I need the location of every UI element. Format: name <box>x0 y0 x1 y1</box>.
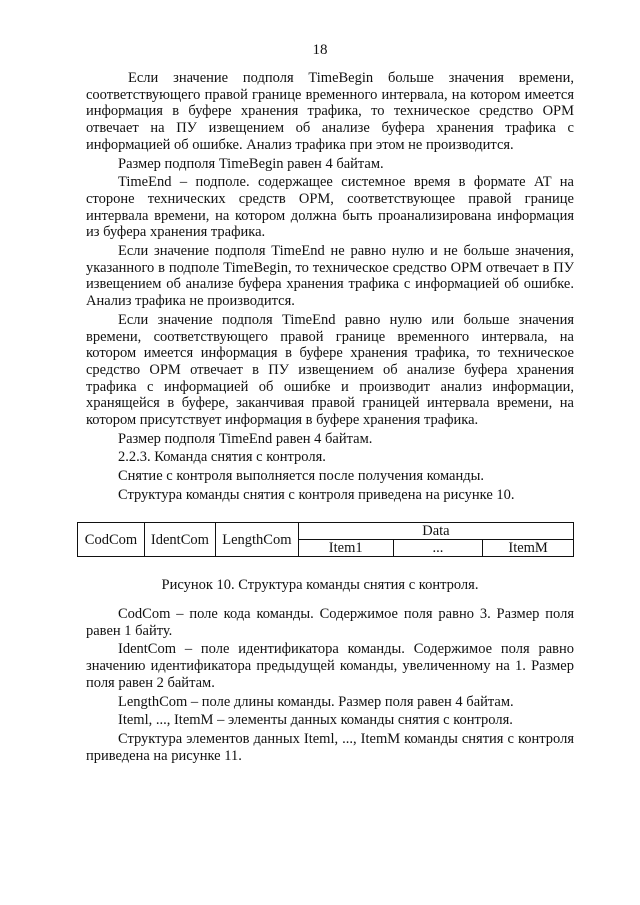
paragraph-timeend-analysis: Если значение подполя TimeEnd равно нулю или больше значения времени, соответствующего правой границе временного интервала, на котором имеется информация в буфере хранения трафика, то техническое средство ОРМ отвечает в ПУ извещением об анализе буфера хранения трафика с информацией об ошибке и производит анализ информации, хранящейся в буфере, заканчивая правой границей интервала времени, на котором присутствует информация в буфере хранения трафика. <box>86 311 574 429</box>
cell-codcom: CodCom <box>78 523 145 557</box>
cell-data: Data <box>298 523 573 540</box>
body-text-top <box>86 70 574 506</box>
cell-ellipsis: ... <box>393 540 483 557</box>
body-text-bottom <box>86 606 574 766</box>
section-heading: 2.2.3. Команда снятия с контроля. <box>118 449 326 466</box>
cell-itemm: ItemM <box>483 540 574 557</box>
paragraph-removal-trigger: Снятие с контроля выполняется после получения команды. <box>118 468 484 485</box>
paragraph-identcom: IdentCom – поле идентификатора команды. Содержимое поля равно значению идентификатора предыдущей команды, увеличенному на 1. Размер поля равен 2 байтам. <box>86 641 574 691</box>
cell-lengthcom: LengthCom <box>215 523 298 557</box>
paragraph-timeend-error: Если значение подполя TimeEnd не равно нулю и не больше значения, указанного в подполе TimeBegin, то техническое средство ОРМ отвечает в ПУ извещением об анализе буфера хранения трафика с информацией об ошибке. Анализ трафика не производится. <box>86 243 574 310</box>
paragraph-timeend-definition: TimeEnd – подполе. содержащее системное время в формате AT на стороне технических средств ОРМ, соответствующее правой границе интервала времени, на котором должна быть проанализирована информация из буфера хранения трафика. <box>86 174 574 241</box>
paragraph-timebegin-error: Если значение подполя TimeBegin больше значения времени, соответствующего правой границе временного интервала, на котором имеется информация в буфере хранения трафика, то техническое средство ОРМ отвечает на ПУ извещением об анализе буфера хранения трафика с информацией об ошибке. Анализ трафика при этом не производится. <box>86 70 574 153</box>
command-structure-figure <box>77 522 574 557</box>
paragraph-items: Iteml, ..., ItemM – элементы данных команды снятия с контроля. <box>118 712 513 729</box>
figure-caption: Рисунок 10. Структура команды снятия с контроля. <box>161 577 479 593</box>
page-number: 18 <box>312 42 328 58</box>
paragraph-timebegin-size: Размер подполя TimeBegin равен 4 байтам. <box>118 155 384 172</box>
paragraph-figure-reference: Структура команды снятия с контроля приведена на рисунке 10. <box>118 486 515 503</box>
paragraph-lengthcom: LengthCom – поле длины команды. Размер поля равен 4 байтам. <box>118 693 514 710</box>
paragraph-codcom: CodCom – поле кода команды. Содержимое поля равно 3. Размер поля равен 1 байту. <box>86 606 574 639</box>
command-structure-table <box>77 522 574 557</box>
cell-identcom: IdentCom <box>144 523 215 557</box>
cell-item1: Item1 <box>298 540 393 557</box>
paragraph-timeend-size: Размер подполя TimeEnd равен 4 байтам. <box>118 430 373 447</box>
paragraph-items-structure: Структура элементов данных Iteml, ..., ItemM команды снятия с контроля приведена на рисунке 11. <box>86 730 574 764</box>
